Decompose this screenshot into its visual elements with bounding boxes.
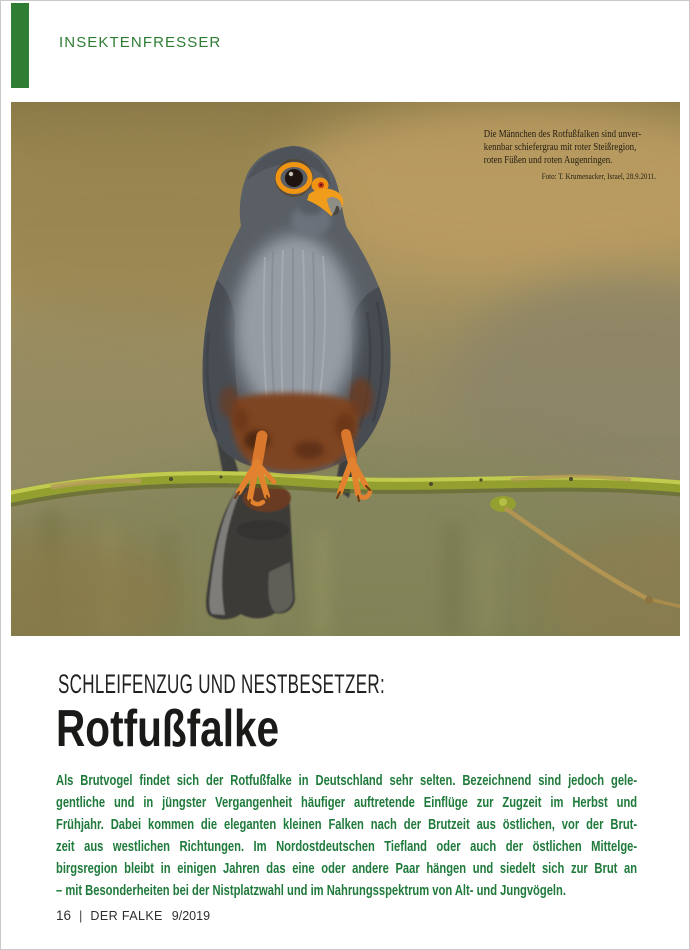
intro-line: Als Brutvogel findet sich der Rotfußfalke in Deutschland sehr selten. Bezeichnend sind jedoch gele-: [56, 772, 638, 789]
intro-line: zeit aus westlichen Richtungen. Im Nordostdeutschen Tiefland oder auch der östlichen Mittelge-: [56, 838, 638, 855]
photo-credit: Foto: T. Krumenacker, Israel, 28.9.2011.: [541, 171, 656, 181]
intro-line: gentliche und in jüngster Vergangenheit häufiger auftretende Einflüge zur Zugzeit im Herbst und: [56, 794, 638, 811]
category-label: INSEKTENFRESSER: [59, 34, 222, 51]
falcon-photo: [11, 102, 680, 636]
photo-caption: [484, 128, 656, 183]
article-kicker: SCHLEIFENZUG UND NESTBESETZER:: [58, 669, 386, 699]
magazine-name: DER FALKE: [90, 909, 163, 923]
category-accent-bar: [11, 3, 29, 88]
photo-caption-line: roten Füßen und roten Augenringen.: [483, 154, 613, 166]
intro-line: birgsregion bleibt in einigen Jahren das eine oder andere Paar hängen und siedelt sich zur Brut an: [56, 860, 638, 877]
photo-caption-line: Die Männchen des Rotfußfalken sind unver-: [483, 128, 642, 140]
footer-divider: |: [79, 908, 83, 923]
page-footer: [56, 908, 210, 923]
article-intro: [56, 770, 637, 902]
issue-number: 9/2019: [171, 909, 211, 923]
photo-caption-line: kennbar schiefergrau mit roter Steißregion,: [483, 141, 637, 153]
intro-line: – mit Besonderheiten bei der Nistplatzwahl und im Nahrungsspektrum von Alt- und Jungvögeln.: [56, 882, 566, 899]
article-title: Rotfußfalke: [56, 700, 280, 758]
intro-line: Frühjahr. Dabei kommen die eleganten kleinen Falken nach der Brutzeit aus östlichen, vor der Brut-: [56, 816, 638, 833]
page-number: 16: [56, 908, 72, 923]
